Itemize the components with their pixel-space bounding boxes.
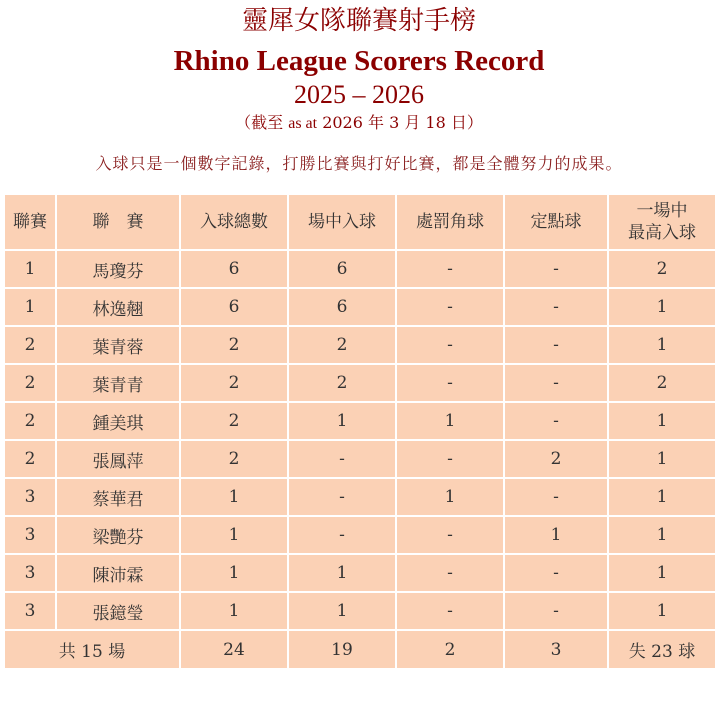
cell-name: 馬瓊芬 <box>56 250 180 288</box>
cell-open-play: - <box>288 478 396 516</box>
header-open-play: 場中入球 <box>288 194 396 250</box>
cell-max: 1 <box>608 440 716 478</box>
cell-corner: 1 <box>396 478 504 516</box>
cell-corner: - <box>396 250 504 288</box>
cell-max: 1 <box>608 516 716 554</box>
cell-set-piece: - <box>504 554 608 592</box>
total-matches: 共 15 場 <box>4 630 180 669</box>
as-at-open: （截至 <box>235 113 284 132</box>
cell-set-piece: - <box>504 288 608 326</box>
totals-row <box>4 630 716 669</box>
total-conceded: 失 23 球 <box>608 630 716 669</box>
table-row <box>4 592 716 630</box>
page-header <box>0 0 718 175</box>
motto-text: 入球只是一個數字記錄，打勝比賽與打好比賽，都是全體努力的成果。 <box>95 154 623 173</box>
cell-league: 3 <box>4 516 56 554</box>
cell-set-piece: - <box>504 326 608 364</box>
cell-corner: - <box>396 326 504 364</box>
table-row <box>4 554 716 592</box>
cell-name: 蔡華君 <box>56 478 180 516</box>
header-name: 聯 賽 <box>56 194 180 250</box>
total-corner: 2 <box>396 630 504 669</box>
cell-corner: - <box>396 288 504 326</box>
table-row <box>4 364 716 402</box>
cell-league: 2 <box>4 326 56 364</box>
cell-name: 葉青青 <box>56 364 180 402</box>
cell-total: 6 <box>180 250 288 288</box>
cell-set-piece: - <box>504 478 608 516</box>
cell-max: 1 <box>608 326 716 364</box>
cell-corner: - <box>396 592 504 630</box>
cell-open-play: 1 <box>288 592 396 630</box>
total-open-play: 19 <box>288 630 396 669</box>
cell-total: 1 <box>180 478 288 516</box>
page-title-chinese: 靈犀女隊聯賽射手榜 <box>241 6 476 36</box>
cell-corner: 1 <box>396 402 504 440</box>
cell-open-play: 6 <box>288 250 396 288</box>
cell-set-piece: - <box>504 592 608 630</box>
cell-name: 張鳳萍 <box>56 440 180 478</box>
cell-name: 梁艷芬 <box>56 516 180 554</box>
header-max-per-match <box>608 194 716 250</box>
cell-total: 1 <box>180 592 288 630</box>
season-label: 2025 – 2026 <box>294 80 424 109</box>
cell-league: 2 <box>4 364 56 402</box>
cell-max: 2 <box>608 250 716 288</box>
as-at-date-value: 2026 年 3 月 18 日） <box>322 113 483 132</box>
cell-name: 葉青蓉 <box>56 326 180 364</box>
total-goals: 24 <box>180 630 288 669</box>
cell-name: 林逸翹 <box>56 288 180 326</box>
cell-total: 2 <box>180 326 288 364</box>
as-at-date <box>0 112 718 135</box>
cell-league: 3 <box>4 592 56 630</box>
cell-corner: - <box>396 554 504 592</box>
cell-league: 1 <box>4 288 56 326</box>
total-set-piece: 3 <box>504 630 608 669</box>
table-row <box>4 326 716 364</box>
cell-total: 2 <box>180 402 288 440</box>
cell-league: 2 <box>4 402 56 440</box>
cell-max: 1 <box>608 288 716 326</box>
cell-league: 3 <box>4 478 56 516</box>
cell-set-piece: - <box>504 364 608 402</box>
cell-league: 2 <box>4 440 56 478</box>
cell-max: 1 <box>608 478 716 516</box>
header-corner: 處罰角球 <box>396 194 504 250</box>
cell-open-play: 1 <box>288 402 396 440</box>
cell-open-play: - <box>288 440 396 478</box>
cell-set-piece: 2 <box>504 440 608 478</box>
cell-set-piece: - <box>504 402 608 440</box>
cell-set-piece: - <box>504 250 608 288</box>
table-header-row <box>4 194 716 250</box>
cell-total: 2 <box>180 364 288 402</box>
cell-total: 1 <box>180 516 288 554</box>
cell-total: 2 <box>180 440 288 478</box>
scorers-table <box>3 193 717 670</box>
header-set-piece: 定點球 <box>504 194 608 250</box>
cell-corner: - <box>396 364 504 402</box>
table-row <box>4 288 716 326</box>
cell-open-play: 2 <box>288 364 396 402</box>
table-row <box>4 440 716 478</box>
table-row <box>4 250 716 288</box>
cell-open-play: 2 <box>288 326 396 364</box>
cell-open-play: 6 <box>288 288 396 326</box>
header-max-line1: 一場中 <box>636 201 688 221</box>
cell-open-play: 1 <box>288 554 396 592</box>
cell-corner: - <box>396 440 504 478</box>
cell-corner: - <box>396 516 504 554</box>
table-row <box>4 516 716 554</box>
cell-max: 2 <box>608 364 716 402</box>
header-league: 聯賽 <box>4 194 56 250</box>
cell-max: 1 <box>608 592 716 630</box>
header-total-goals: 入球總數 <box>180 194 288 250</box>
cell-name: 陳沛霖 <box>56 554 180 592</box>
header-max-line2: 最高入球 <box>628 223 696 243</box>
as-at-english: as at <box>288 115 318 132</box>
cell-max: 1 <box>608 554 716 592</box>
cell-name: 鍾美琪 <box>56 402 180 440</box>
table-row <box>4 402 716 440</box>
cell-open-play: - <box>288 516 396 554</box>
cell-name: 張鐿瑩 <box>56 592 180 630</box>
cell-total: 6 <box>180 288 288 326</box>
table-row <box>4 478 716 516</box>
page-title-english: Rhino League Scorers Record <box>173 45 545 77</box>
cell-league: 3 <box>4 554 56 592</box>
cell-max: 1 <box>608 402 716 440</box>
cell-league: 1 <box>4 250 56 288</box>
cell-set-piece: 1 <box>504 516 608 554</box>
cell-total: 1 <box>180 554 288 592</box>
